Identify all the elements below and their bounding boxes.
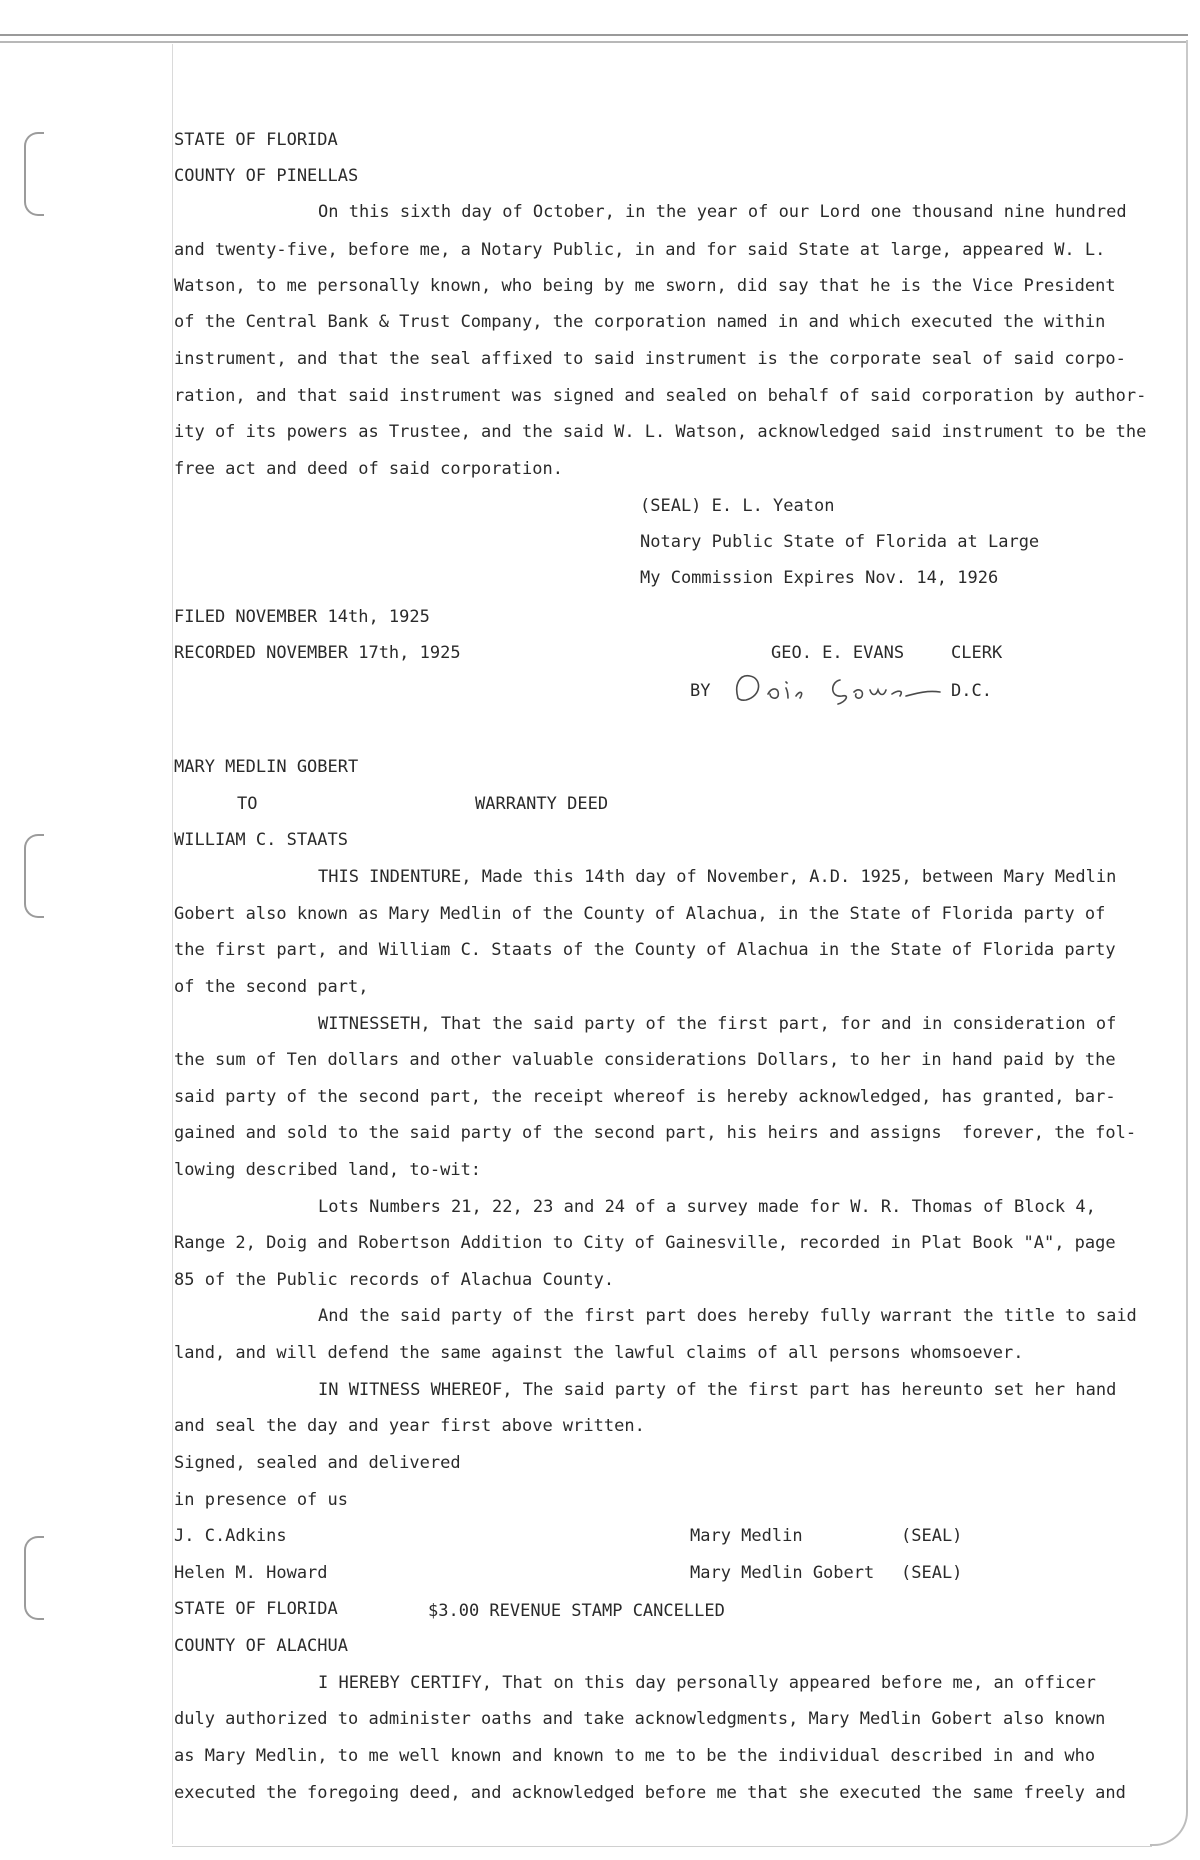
- binder-hole-bottom: [24, 1536, 44, 1620]
- folded-corner: [1150, 1770, 1188, 1846]
- deed-body-line: gained and sold to the said party of the second part, his heirs and assigns forever, the fol-: [174, 1123, 1137, 1143]
- notary-body-line: free act and deed of said corporation.: [174, 459, 563, 479]
- notary-state-heading: STATE OF FLORIDA: [174, 130, 338, 150]
- notary-body-line: and twenty-five, before me, a Notary Public, in and for said State at large, appeared W. L.: [174, 240, 1106, 260]
- signer-name: Mary Medlin: [690, 1526, 803, 1546]
- notary-seal-line: (SEAL) E. L. Yeaton: [640, 496, 835, 516]
- binder-hole-middle: [24, 834, 44, 918]
- filed-date: FILED NOVEMBER 14th, 1925: [174, 607, 430, 627]
- deed-body-line: WITNESSETH, That the said party of the first part, for and in consideration of: [318, 1014, 1117, 1034]
- deed-body-line: Gobert also known as Mary Medlin of the County of Alachua, in the State of Florida party of: [174, 904, 1106, 924]
- revenue-stamp-note: $3.00 REVENUE STAMP CANCELLED: [428, 1601, 725, 1621]
- ack-county-heading: COUNTY OF ALACHUA: [174, 1636, 348, 1656]
- deed-body-line: IN WITNESS WHEREOF, The said party of the first part has hereunto set her hand: [318, 1380, 1117, 1400]
- witness-name: J. C.Adkins: [174, 1526, 287, 1546]
- notary-body-line: On this sixth day of October, in the year of our Lord one thousand nine hundred: [318, 202, 1127, 222]
- deed-body-line: And the said party of the first part does hereby fully warrant the title to said: [318, 1306, 1137, 1326]
- clerk-title: CLERK: [951, 643, 1003, 663]
- by-label: BY: [690, 681, 711, 701]
- notary-body-line: Watson, to me personally known, who being by me sworn, did say that he is the Vice President: [174, 276, 1116, 296]
- grantee-name: WILLIAM C. STAATS: [174, 830, 348, 850]
- deed-body-line: lowing described land, to-wit:: [174, 1160, 482, 1180]
- left-margin-rule: [172, 44, 173, 1844]
- notary-body-line: ration, and that said instrument was signed and sealed on behalf of said corporation by author-: [174, 386, 1147, 406]
- to-label: TO: [237, 794, 258, 814]
- notary-body-line: of the Central Bank & Trust Company, the corporation named in and which executed the within: [174, 312, 1106, 332]
- deed-body-line: of the second part,: [174, 977, 369, 997]
- deed-body-line: the sum of Ten dollars and other valuable considerations Dollars, to her in hand paid by the: [174, 1050, 1116, 1070]
- notary-county-heading: COUNTY OF PINELLAS: [174, 166, 359, 186]
- signer-name: Mary Medlin Gobert: [690, 1563, 875, 1583]
- deed-body-line: land, and will defend the same against the lawful claims of all persons whomsoever.: [174, 1343, 1024, 1363]
- deed-body-line: in presence of us: [174, 1490, 348, 1510]
- bottom-edge-rule: [172, 1846, 1152, 1847]
- signer-seal: (SEAL): [901, 1563, 963, 1583]
- deed-body-line: Range 2, Doig and Robertson Addition to City of Gainesville, recorded in Plat Book "A", page: [174, 1233, 1116, 1253]
- deed-body-line: said party of the second part, the receipt whereof is hereby acknowledged, has granted, bar-: [174, 1087, 1116, 1107]
- deed-type: WARRANTY DEED: [475, 794, 609, 814]
- ack-body-line: duly authorized to administer oaths and take acknowledgments, Mary Medlin Gobert also known: [174, 1709, 1106, 1729]
- deed-body-line: 85 of the Public records of Alachua County.: [174, 1270, 615, 1290]
- right-edge-rule: [1186, 40, 1188, 1780]
- notary-body-line: ity of its powers as Trustee, and the said W. L. Watson, acknowledged said instrument to be the: [174, 422, 1147, 442]
- deed-body-line: the first part, and William C. Staats of the County of Alachua in the State of Florida party: [174, 940, 1116, 960]
- notary-title: Notary Public State of Florida at Large: [640, 532, 1040, 552]
- deed-body-line: THIS INDENTURE, Made this 14th day of November, A.D. 1925, between Mary Medlin: [318, 867, 1117, 887]
- ack-body-line: executed the foregoing deed, and acknowledged before me that she executed the same freely and: [174, 1783, 1126, 1803]
- grantor-name: MARY MEDLIN GOBERT: [174, 757, 359, 777]
- binder-hole-top: [24, 132, 44, 216]
- deputy-title: D.C.: [951, 681, 992, 701]
- notary-commission: My Commission Expires Nov. 14, 1926: [640, 568, 999, 588]
- ack-state-heading: STATE OF FLORIDA: [174, 1599, 338, 1619]
- ack-body-line: I HEREBY CERTIFY, That on this day personally appeared before me, an officer: [318, 1673, 1096, 1693]
- top-border-rule: [0, 34, 1188, 43]
- notary-body-line: instrument, and that the seal affixed to said instrument is the corporate seal of said corpo-: [174, 349, 1126, 369]
- deed-body-line: Signed, sealed and delivered: [174, 1453, 461, 1473]
- deed-body-line: Lots Numbers 21, 22, 23 and 24 of a survey made for W. R. Thomas of Block 4,: [318, 1197, 1096, 1217]
- witness-name: Helen M. Howard: [174, 1563, 328, 1583]
- deed-body-line: and seal the day and year first above written.: [174, 1416, 645, 1436]
- recorded-date: RECORDED NOVEMBER 17th, 1925: [174, 643, 461, 663]
- ack-body-line: as Mary Medlin, to me well known and known to me to be the individual described in and who: [174, 1746, 1096, 1766]
- signer-seal: (SEAL): [901, 1526, 963, 1546]
- clerk-name: GEO. E. EVANS: [771, 643, 905, 663]
- deputy-clerk-signature: [730, 668, 950, 708]
